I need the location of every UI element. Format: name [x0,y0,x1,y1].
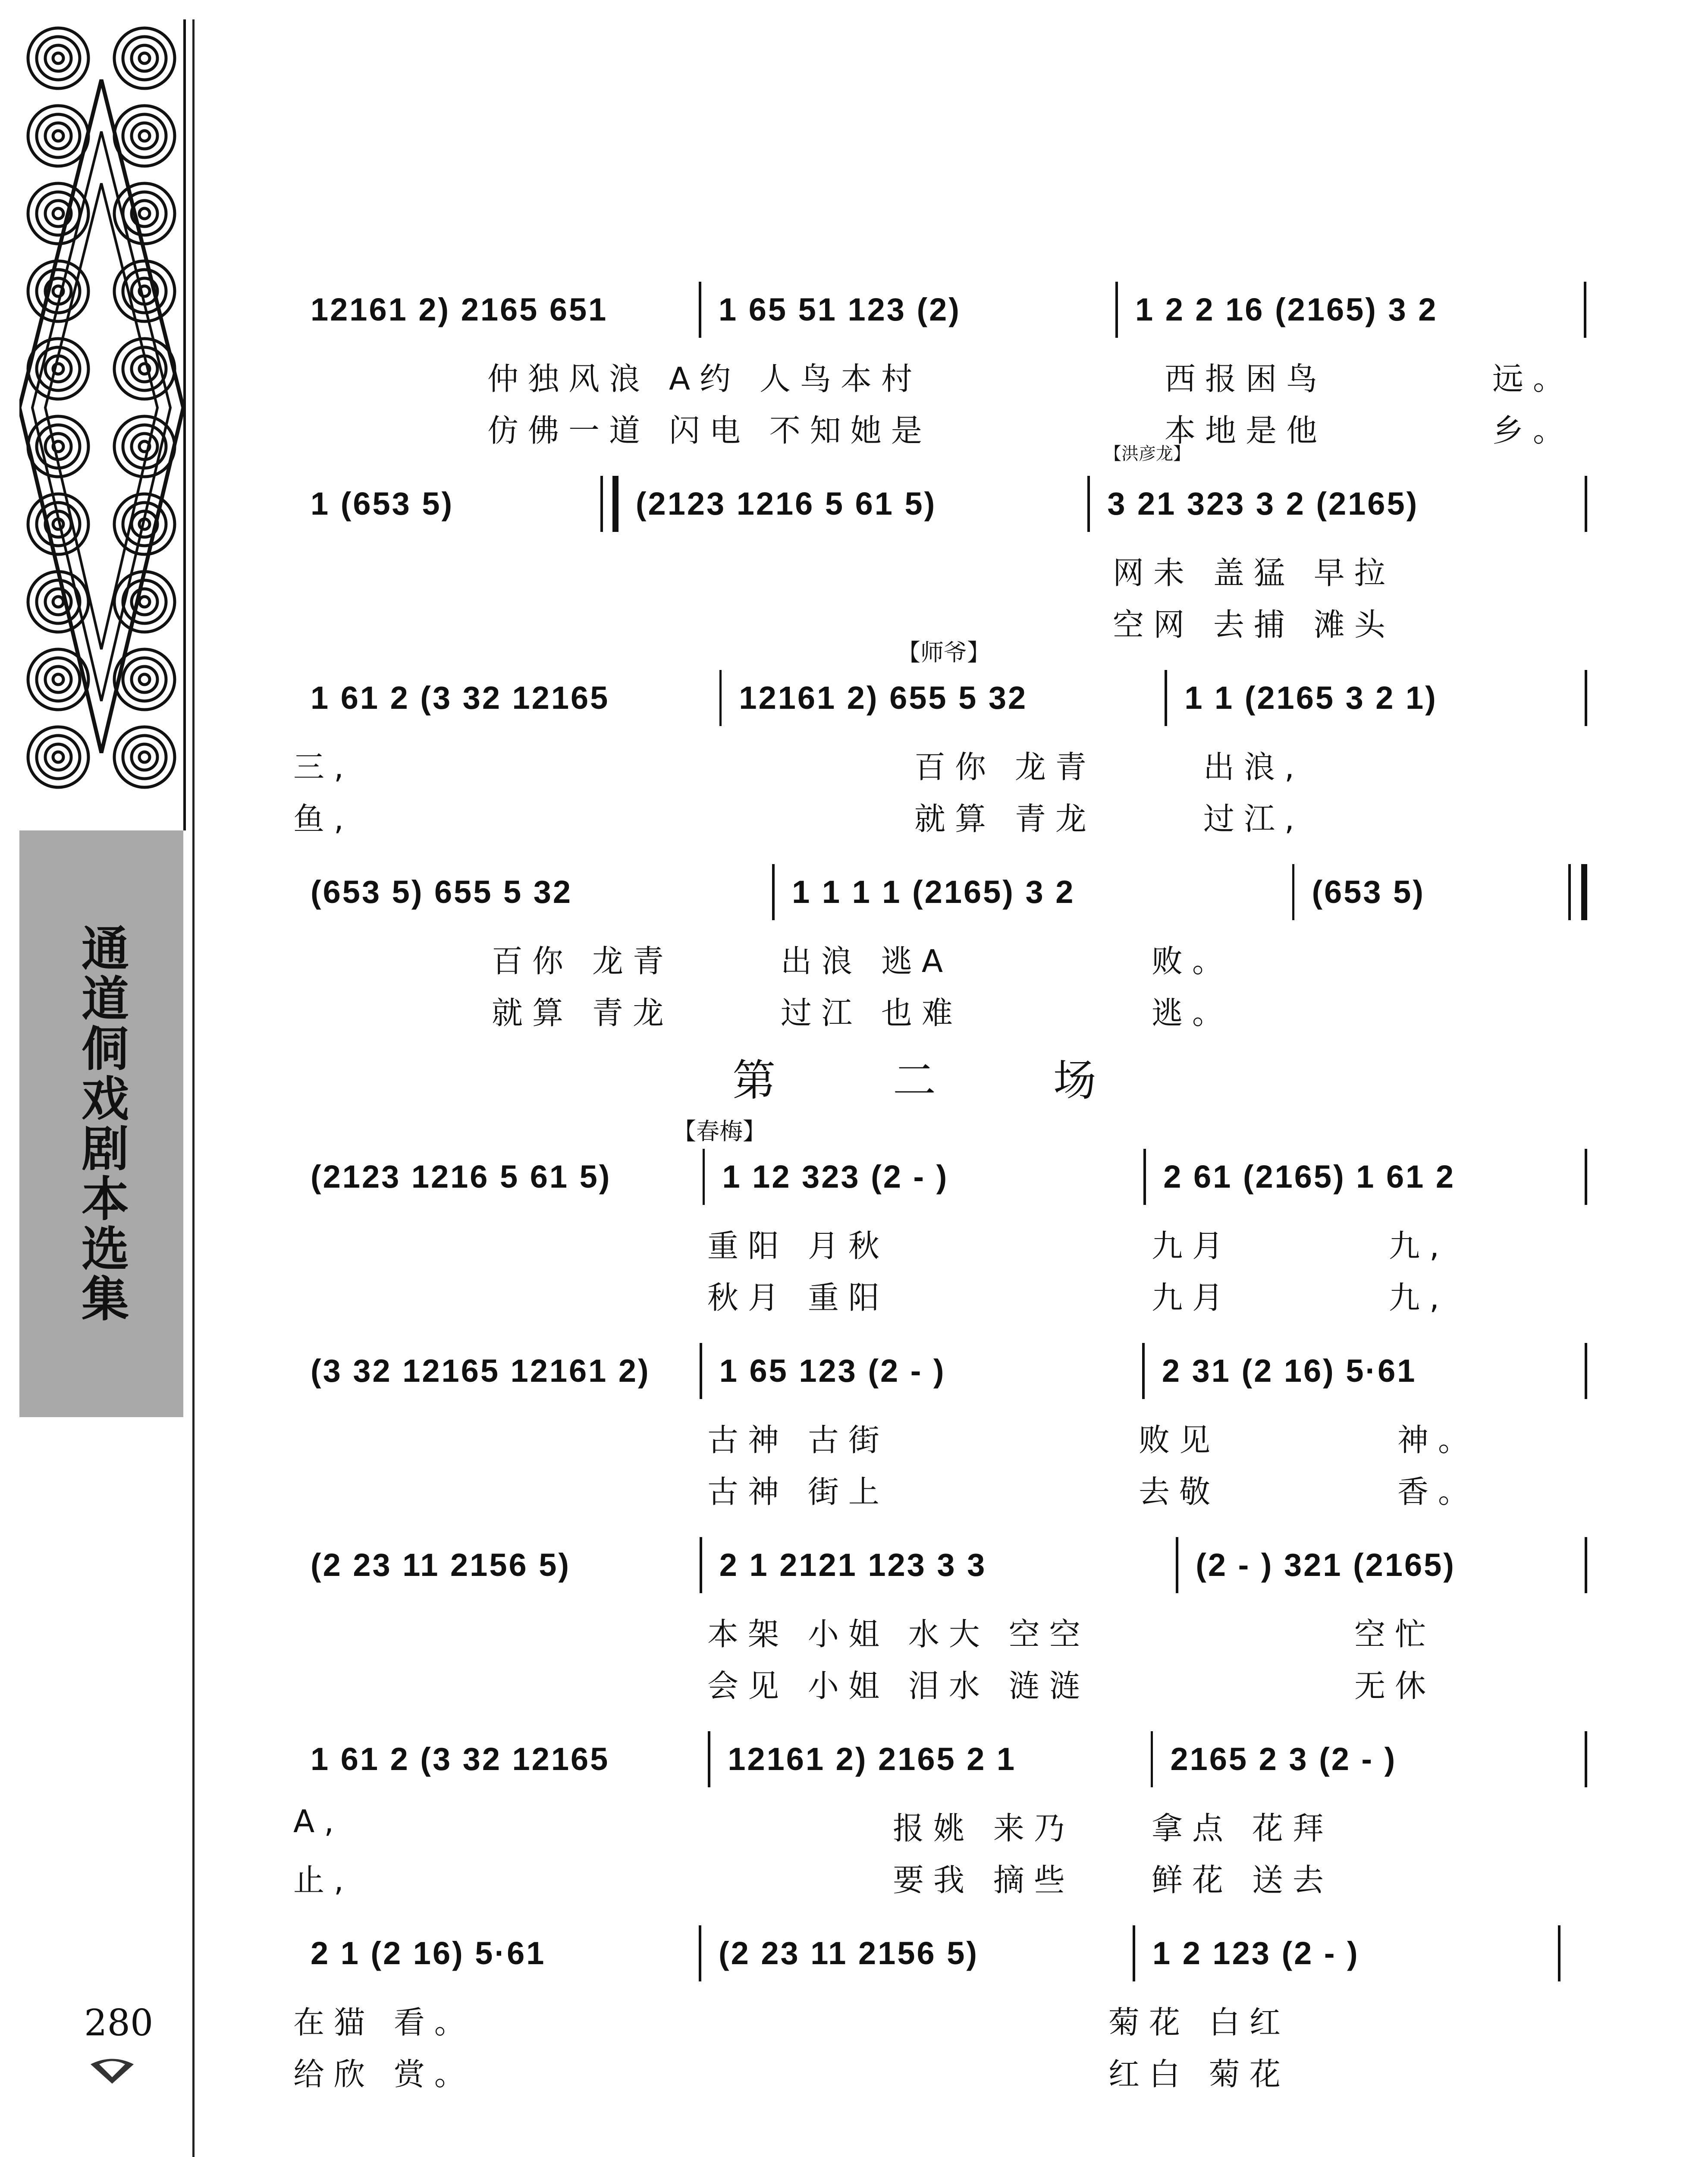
score-line [293,1320,1587,1514]
notation-row [293,472,1587,535]
lyric-row [293,936,1587,979]
notation-measure: 1 12 323 (2 - ) [722,1159,949,1195]
notation-row [293,667,1587,729]
bar-line [1558,1925,1560,1981]
notation-measure: 3 21 323 3 2 (2165) [1107,486,1419,522]
notation-measure: (3 32 12165 12161 2) [311,1353,650,1389]
lyric-text: 九, [1389,1228,1449,1264]
lyric-text: 三, [293,749,353,785]
score-line [293,1514,1587,1708]
notation-measure: (2 23 11 2156 5) [311,1547,571,1583]
lyric-text: 古神 街上 [707,1474,889,1510]
notation-row [293,1728,1587,1790]
score-line [293,259,1587,453]
lyric-row [293,1997,1587,2041]
role-label: 【春梅】 [673,1118,766,1145]
lyric-text: 报姚 来乃 [893,1810,1074,1846]
notation-row [293,1534,1587,1596]
notation-measure: (2123 1216 5 61 5) [635,486,937,522]
notation-measure: 2 61 (2165) 1 61 2 [1163,1159,1456,1195]
notation-measure: 2 1 2121 123 3 3 [719,1547,987,1583]
lyric-text: 就算 青龙 [914,801,1096,837]
page-number: 280 [84,2002,154,2044]
notation-row [293,1145,1587,1208]
notation-measure: 12161 2) 2165 651 [311,292,608,327]
lyric-row [293,548,1587,591]
notation-measure: (2 23 11 2156 5) [719,1935,979,1971]
lyric-text: 本架 小姐 水大 空空 [707,1616,1090,1652]
notation-row [293,861,1587,923]
lyric-text: 止, [293,1862,353,1898]
notation-measure: 1 61 2 (3 32 12165 [311,1741,610,1777]
lyric-text: 网未 盖猛 早拉 [1113,555,1395,591]
lyric-row [293,1273,1587,1316]
notation-measure: 1 61 2 (3 32 12165 [311,680,610,716]
lyric-text: 在猫 看。 [293,2004,475,2041]
lyric-text: 出浪, [1203,749,1304,785]
notation-measure: 1 1 (2165 3 2 1) [1184,680,1438,716]
lyric-text: 鲜花 送去 [1152,1862,1333,1898]
notation-row [293,1922,1587,1984]
bar-line [1585,476,1587,532]
lyric-text: 败。 [1152,943,1233,979]
notation-measure: 12161 2) 655 5 32 [739,680,1028,716]
score-line [293,444,1587,647]
role-label: 【师爷】 [897,639,990,666]
lyric-row [293,2049,1587,2092]
lyric-text: 空网 去捕 滩头 [1113,607,1395,643]
lyric-text: 秋月 重阳 [707,1280,889,1316]
bar-line [1585,1343,1587,1399]
bar-line [1585,670,1587,726]
notation-measure: 1 1 1 1 (2165) 3 2 [792,874,1075,910]
bar-line [1584,282,1586,338]
notation-row [293,1339,1587,1402]
lyric-row [293,742,1587,785]
wave-pattern-icon [19,19,183,830]
notation-measure: 1 2 2 16 (2165) 3 2 [1135,292,1438,327]
lyric-text: 菊花 白红 [1108,2004,1290,2041]
lyric-text: 九月 [1152,1280,1233,1316]
score-line [293,1118,1587,1320]
lyric-text: 拿点 花拜 [1152,1810,1333,1846]
lyric-text: 要我 摘些 [893,1862,1074,1898]
lyric-text: 就算 青龙 [492,995,673,1031]
lyric-text: 红白 菊花 [1108,2056,1290,2092]
lyric-text: 古神 古街 [707,1422,889,1458]
lyric-text: 神。 [1397,1422,1479,1458]
music-score [293,259,1587,2097]
scene-title: 第 二 场 [732,1055,1148,1106]
lyric-text: 空忙 [1354,1616,1436,1652]
notation-measure: 2165 2 3 (2 - ) [1170,1741,1397,1777]
lyric-text: 逃。 [1152,995,1233,1031]
notation-measure: (2 - ) 321 (2165) [1196,1547,1456,1583]
double-bar-line [600,476,619,532]
score-line [293,1708,1587,1902]
lyric-text: A, [293,1803,344,1839]
notation-measure: 1 65 51 123 (2) [719,292,961,327]
bar-line [1585,1537,1587,1593]
lyric-row [293,794,1587,837]
lyric-row [293,1609,1587,1652]
lyric-text: 无休 [1354,1668,1436,1704]
lyric-row [293,1855,1587,1898]
lyric-text: 本地是他 [1165,412,1327,449]
lyric-row [293,1803,1587,1846]
lyric-text: 鱼, [293,801,353,837]
lyric-text: 香。 [1397,1474,1479,1510]
lyric-row [293,1221,1587,1264]
lyric-text: 给欣 赏。 [293,2056,475,2092]
bar-line [1585,1731,1587,1787]
lyric-text: 百你 龙青 [492,943,673,979]
lyric-row [293,600,1587,643]
lyric-text: 重阳 月秋 [707,1228,889,1264]
score-line [293,639,1587,841]
notation-measure: 2 1 (2 16) 5·61 [311,1935,546,1971]
lyric-text: 仲独风浪 A约 人鸟本村 [487,361,922,397]
lyric-row [293,1661,1587,1704]
notation-measure: 12161 2) 2165 2 1 [728,1741,1017,1777]
lyric-text: 乡。 [1492,412,1574,449]
notation-measure: 1 65 123 (2 - ) [719,1353,946,1389]
lyric-text: 过江 也难 [781,995,962,1031]
bar-line [1585,1149,1587,1205]
notation-measure: (653 5) 655 5 32 [311,874,573,910]
lyric-text: 仿佛一道 闪电 不知她是 [487,412,932,449]
book-title: 通道侗戏剧本选集 [74,924,129,1324]
decorative-pattern-band [19,19,186,830]
score-line [293,841,1587,1035]
final-bar-line [1568,864,1587,920]
lyric-row [293,354,1587,397]
ornament-icon [86,2056,138,2086]
lyric-text: 会见 小姐 泪水 涟涟 [707,1668,1090,1704]
lyric-text: 出浪 逃A [781,943,953,979]
book-title-panel [19,830,183,1417]
notation-measure: 2 31 (2 16) 5·61 [1162,1353,1417,1389]
lyric-text: 九月 [1152,1228,1233,1264]
lyric-text: 过江, [1203,801,1304,837]
lyric-text: 去敬 [1139,1474,1220,1510]
notation-measure: (653 5) [1312,874,1425,910]
notation-measure: 1 (653 5) [311,486,454,522]
lyric-text: 西报困鸟 [1165,361,1327,397]
notation-row [293,278,1587,341]
lyric-row [293,1415,1587,1458]
lyric-row [293,406,1587,449]
score-line [293,1902,1587,2097]
lyric-text: 九, [1389,1280,1449,1316]
lyric-text: 败见 [1139,1422,1220,1458]
notation-measure: 1 2 123 (2 - ) [1152,1935,1359,1971]
lyric-text: 百你 龙青 [914,749,1096,785]
lyric-text: 远。 [1492,361,1574,397]
lyric-row [293,1467,1587,1510]
role-label: 【洪彦龙】 [1104,444,1190,464]
lyric-row [293,988,1587,1031]
notation-measure: (2123 1216 5 61 5) [311,1159,612,1195]
page-divider [192,19,195,2157]
